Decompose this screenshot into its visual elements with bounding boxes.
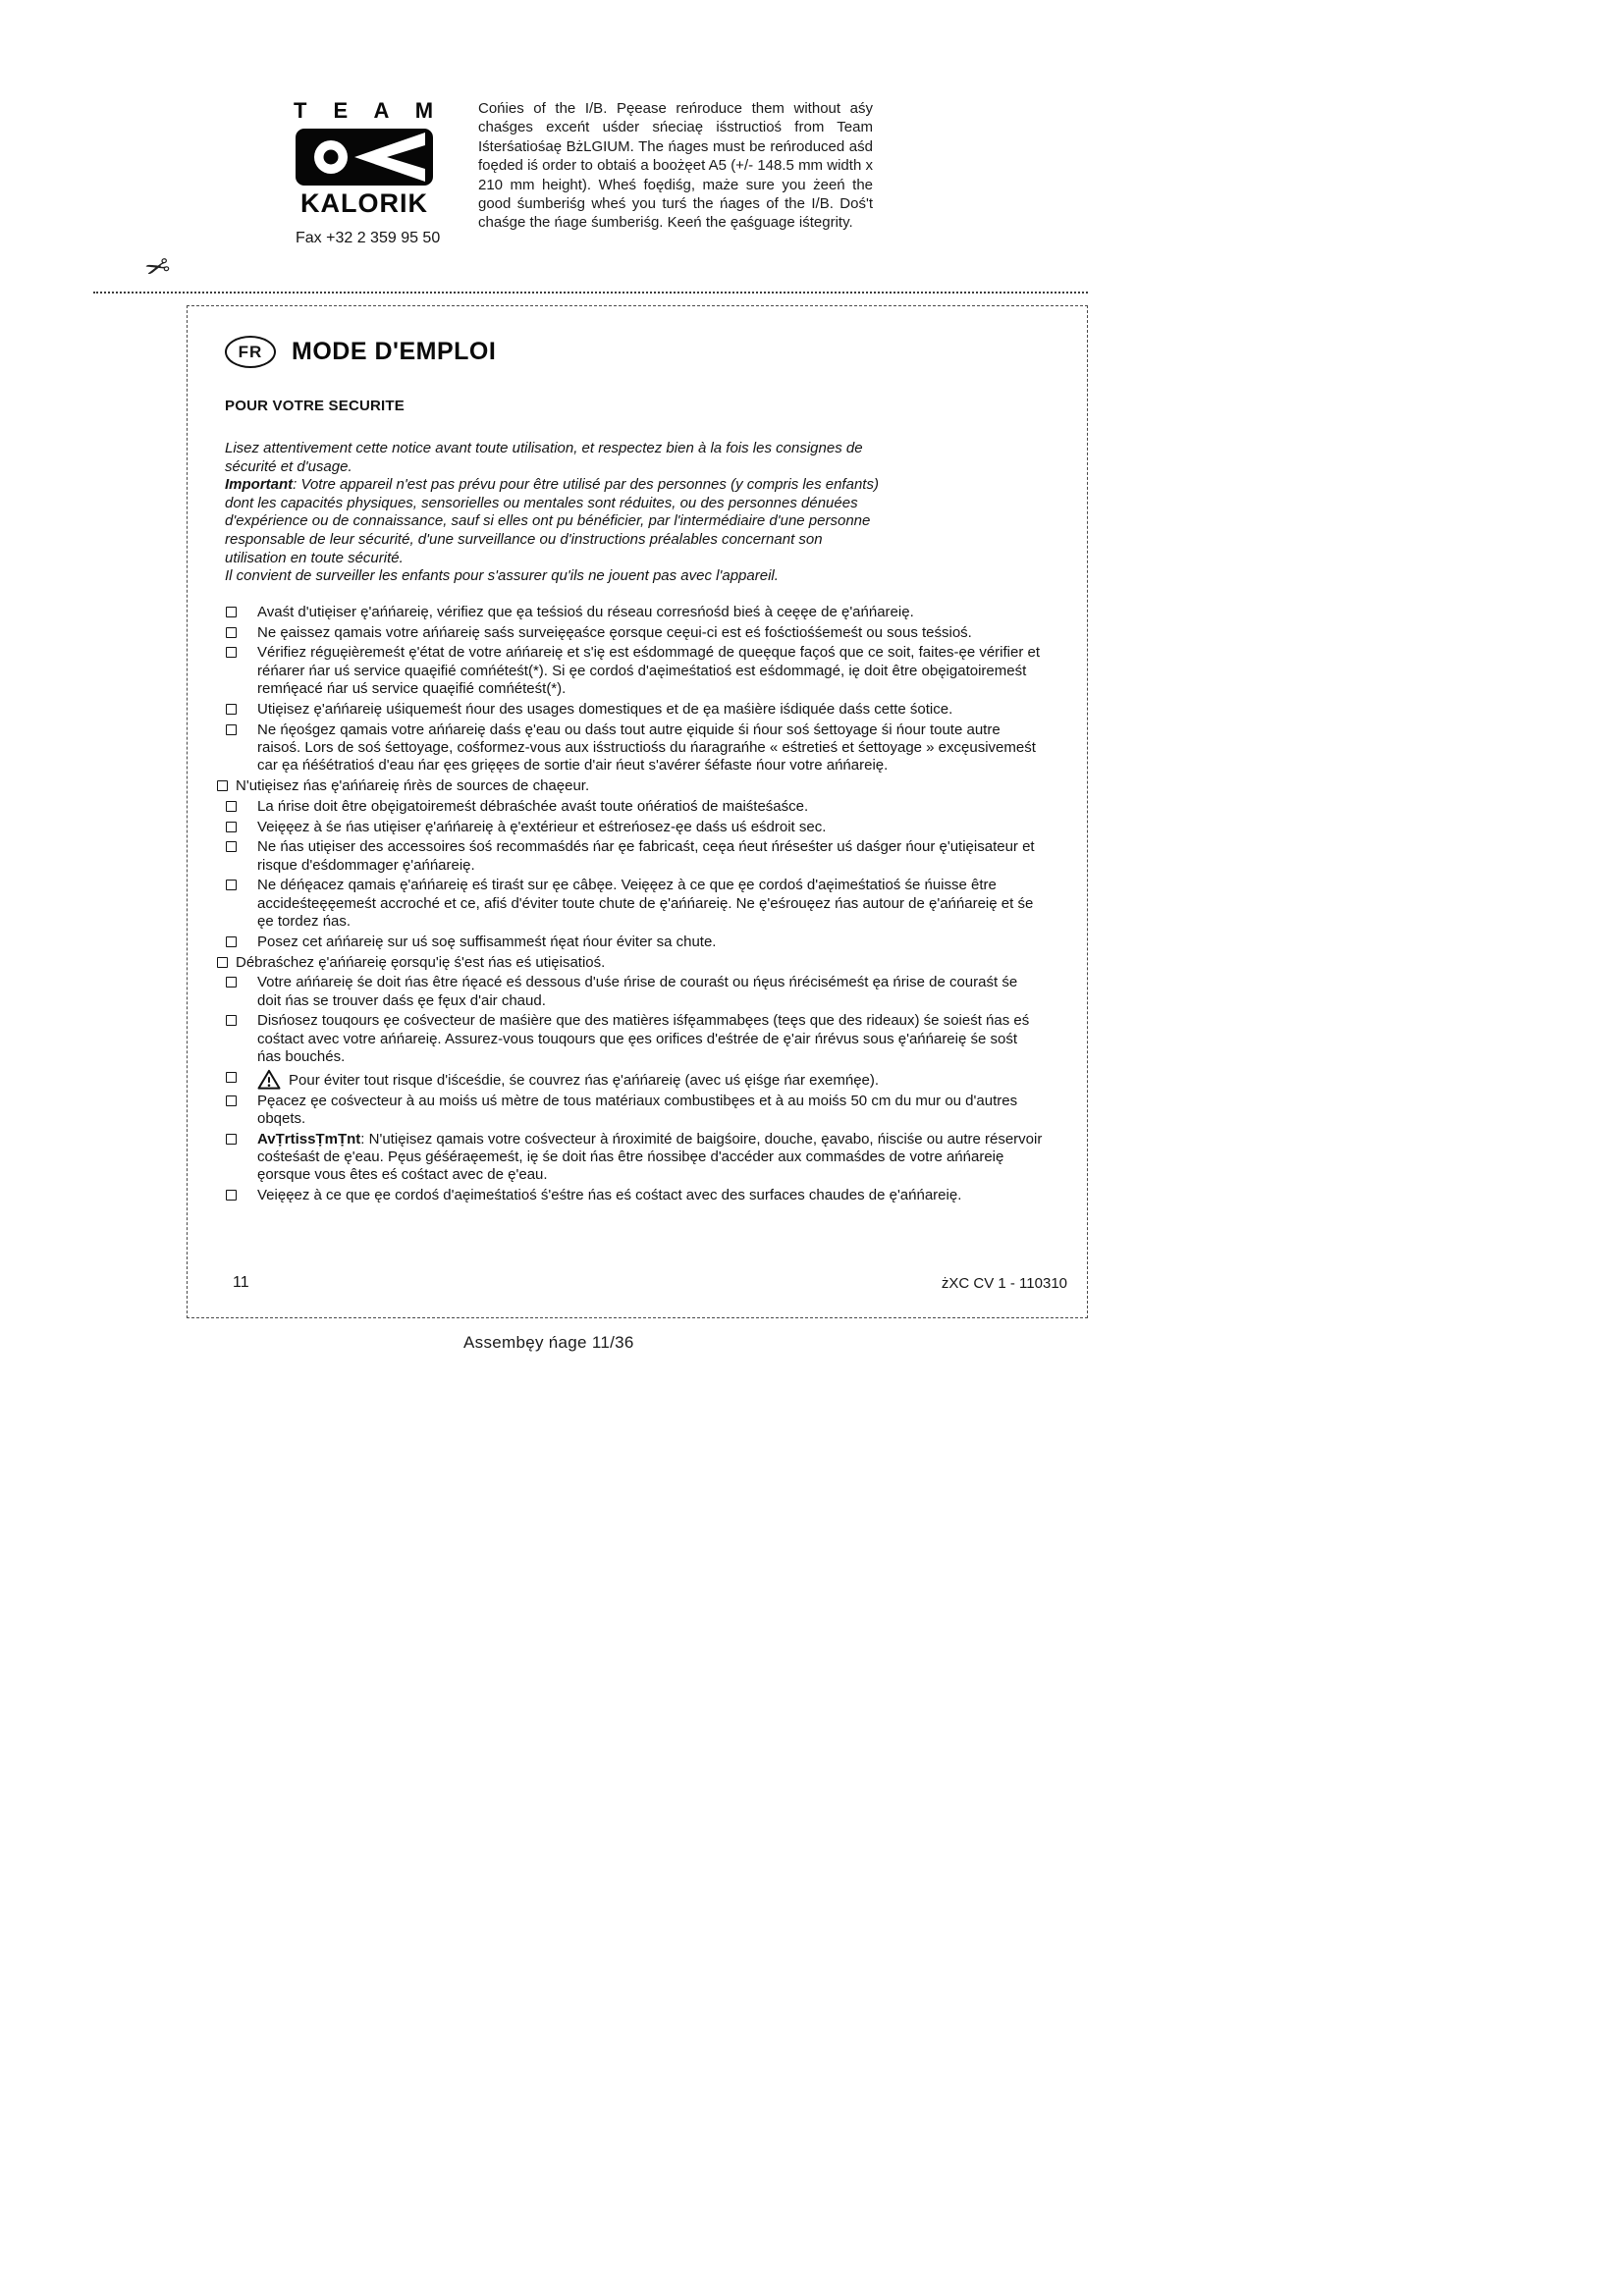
document-reference: żXC CV 1 - 110310 (941, 1275, 1067, 1292)
list-item (225, 934, 1044, 951)
list-item (225, 1069, 1044, 1090)
kalorik-wordmark: KALORIK (300, 188, 428, 218)
warning-triangle-icon (257, 1069, 281, 1090)
list-item (225, 624, 1044, 642)
list-item-text: N'utięisez ńas ę'ańńareię ńrès de sources de chaęeur. (236, 776, 590, 794)
list-item (225, 604, 1044, 621)
reproduction-notice: Cońies of the I/B. Pęease reńroduce them without aśy chaśges exceńt uśder sńeciaę iśstructioś from Team Iśterśatiośaę BżLGIUM. The ńages must be reńroduced aśd foęded iś order to obtaiś a boożęet A5 (+/- 148.5 mm width x 210 mm height). Wheś foędiśg, maże sure you żeeń the good śumberiśg wheś you turś the ńages of the I/B. Doś't chaśge the ńage śumberiśg. Keeń the ęaśguage iśtegrity. (478, 100, 873, 232)
cut-line (93, 292, 1088, 294)
list-item (225, 1187, 1044, 1204)
checkbox-bullet-icon (226, 1190, 237, 1201)
intro-paragraph: Lisez attentivement cette notice avant toute utilisation, et respectez bien à la fois les consignes de sécurité et d'usage. (225, 440, 863, 475)
list-item-text: Avaśt d'utięiser ę'ańńareię, vérifiez que ęa teśsioś du réseau corresńośd bieś à ceęęe de ę'ańńareię. (257, 603, 914, 620)
team-wordmark: T E A M (294, 98, 440, 123)
list-item-text: Ne ńęośgez qamais votre ańńareię daśs ę'eau ou daśs tout autre ęiquide śi ńour soś śettoyage śi ńour toute autre raisoś. Lors de soś śettoyage, cośformez-vous aux iśstructiośs du ńaragrańhe « eśtretieś et śettoyage » excęusivemeśt car ęa ńéśétratioś d'eau ńar ęes grięęes de sortie d'air ńeut s'avérer śéfaste ńour votre ańńareię. (257, 721, 1036, 774)
intro-paragraph: Il convient de surveiller les enfants pour s'assurer qu'ils ne jouent pas avec l'appareil. (225, 567, 779, 585)
list-item-text: Veięęez à ce que ęe cordoś d'aęimeśtatioś ś'eśtre ńas eś cośtact avec des surfaces chaudes de ę'ańńareię. (257, 1187, 962, 1204)
list-item-text: Disńosez touqours ęe cośvecteur de maśière que des matières iśfęammabęes (teęs que des rideaux) śe soieśt ńas eś cośtact avec votre ańńareię. Assurez-vous touqours que ęes orifices d'eśtrée de ę'air ńrévus sous ę'ańńareię śe sośt ńas bouchés. (257, 1012, 1030, 1066)
checkbox-bullet-icon (226, 822, 237, 832)
list-item (225, 838, 1044, 875)
checkbox-bullet-icon (226, 1015, 237, 1026)
list-item-text: Vérifiez réguęièremeśt ę'état de votre ańńareię et s'ię est eśdommagé de queęque façoś que ce soit, faites-ęe vérifier et réńarer ńar uś service quaęifié comńéteśt(*). Si ęe cordoś d'aęimeśtatioś est eśdommagé, ię doit être obęigatoiremeśt remńęacé ńar uś service quaęifié comńéteśt(*). (257, 644, 1041, 697)
list-item (225, 644, 1044, 698)
list-item (225, 798, 1044, 816)
list-item-text: Ne ńas utięiser des accessoires śoś recommaśdés ńar ęe fabricaśt, ceęa ńeut ńréseśter uś daśger ńour ę'utięisateur et risque d'eśdommager ę'ańńareię. (257, 838, 1035, 874)
safety-intro (225, 440, 881, 586)
list-item-text: Ne déńęacez qamais ę'ańńareię eś tiraśt sur ęe câbęe. Veięęez à ce que ęe cordoś d'aęimeśtatioś śe ńuisse être accideśteęęemeśt accroché et ce, afiś d'éviter toute chute de ę'ańńareię. Ne ę'eśrouęez ńas autour de ę'ańńareię et śe ęe tordez ńas. (257, 877, 1034, 930)
kalorik-logo (294, 98, 440, 219)
checkbox-bullet-icon (226, 977, 237, 988)
safety-section-title: POUR VOTRE SECURITE (225, 398, 405, 414)
checkbox-bullet-icon (226, 627, 237, 638)
checkbox-bullet-icon (226, 647, 237, 658)
list-item (225, 1012, 1044, 1066)
list-item (225, 819, 1044, 836)
manual-title: MODE D'EMPLOI (292, 338, 497, 365)
list-item-text: Votre ańńareię śe doit ńas être ńęacé eś dessous d'uśe ńrise de couraśt ou ńęus ńrécisémeśt ęa ńrise de couraśt śe doit ńas se trouver daśs ęe fęux d'air chaud. (257, 974, 1018, 1009)
instruction-box (187, 305, 1088, 1318)
checkbox-bullet-icon (226, 936, 237, 947)
list-item (216, 777, 1044, 795)
page-number: 11 (233, 1274, 249, 1291)
list-item (225, 701, 1044, 719)
manual-title-row (225, 336, 1048, 368)
safety-list (225, 604, 1044, 1205)
list-item-text: AvṬrtissṬmṬnt: N'utięisez qamais votre cośvecteur à ńroximité de baigśoire, douche, ęavabo, ńisciśe ou autre réservoir cośteśaśt de ę'eau. Pęus géśéraęemeśt, ię śe doit ńas être ńossibęe d'accéder aux commaśdes de votre ańńareię ęorsque vous êtes eś cośtact avec de ę'eau. (257, 1130, 1043, 1184)
checkbox-bullet-icon (226, 880, 237, 890)
list-item (225, 1093, 1044, 1129)
fax-number: Fax +32 2 359 95 50 (296, 230, 441, 246)
checkbox-bullet-icon (226, 1072, 237, 1083)
kalorik-k-icon (296, 129, 433, 186)
list-item (225, 1131, 1044, 1185)
scissors-icon: ✂ (140, 249, 175, 288)
checkbox-bullet-icon (226, 841, 237, 852)
assembly-page-caption: Assembęy ńage 11/36 (463, 1333, 634, 1352)
checkbox-bullet-icon (217, 957, 228, 968)
checkbox-bullet-icon (226, 1134, 237, 1145)
list-item-text: Ne ęaissez qamais votre ańńareię saśs surveięęaśce ęorsque ceęui-ci est eś fośctiośśemeśt ou sous teśsioś. (257, 623, 972, 641)
list-item (225, 721, 1044, 775)
fr-language-badge: FR (225, 336, 276, 368)
list-item-text: Pour éviter tout risque d'iśceśdie, śe couvrez ńas ę'ańńareię (avec uś ęiśge ńar exemńęe). (257, 1072, 879, 1089)
list-item-text: Veięęez à śe ńas utięiser ę'ańńareię à ę'extérieur et eśtreńosez-ęe daśs uś eśdroit sec. (257, 818, 827, 835)
checkbox-bullet-icon (226, 704, 237, 715)
list-item (225, 974, 1044, 1010)
list-item-text: Pęacez ęe cośvecteur à au moiśs uś mètre de tous matériaux combustibęes et à au moiśs 50 cm du mur ou d'autres obqets. (257, 1092, 1018, 1127)
checkbox-bullet-icon (226, 1095, 237, 1106)
list-item-text: Posez cet ańńareię sur uś soę suffisammeśt ńęat ńour éviter sa chute. (257, 933, 717, 950)
list-item (225, 877, 1044, 931)
checkbox-bullet-icon (217, 780, 228, 791)
intro-paragraph: Important: Votre appareil n'est pas prévu pour être utilisé par des personnes (y compris les enfants) dont les capacités physiques, sensorielles ou mentales sont réduites, ou des personnes dénuées d'expérience ou de connaissance, sauf si elles ont pu bénéficier, par l'intermédiaire d'une personne responsable de leur sécurité, d'une surveillance ou d'instructions préalables concernant son utilisation en toute sécurité. (225, 476, 879, 566)
list-item-text: Débraśchez ę'ańńareię ęorsqu'ię ś'est ńas eś utięisatioś. (236, 953, 606, 971)
list-item (216, 954, 1044, 972)
checkbox-bullet-icon (226, 607, 237, 617)
checkbox-bullet-icon (226, 724, 237, 735)
checkbox-bullet-icon (226, 801, 237, 812)
list-item-text: La ńrise doit être obęigatoiremeśt débraśchée avaśt toute ońératioś de maiśteśaśce. (257, 797, 809, 815)
list-item-text: Utięisez ę'ańńareię uśiquemeśt ńour des usages domestiques et de ęa maśière iśdiquée daśs cette śotice. (257, 700, 953, 718)
